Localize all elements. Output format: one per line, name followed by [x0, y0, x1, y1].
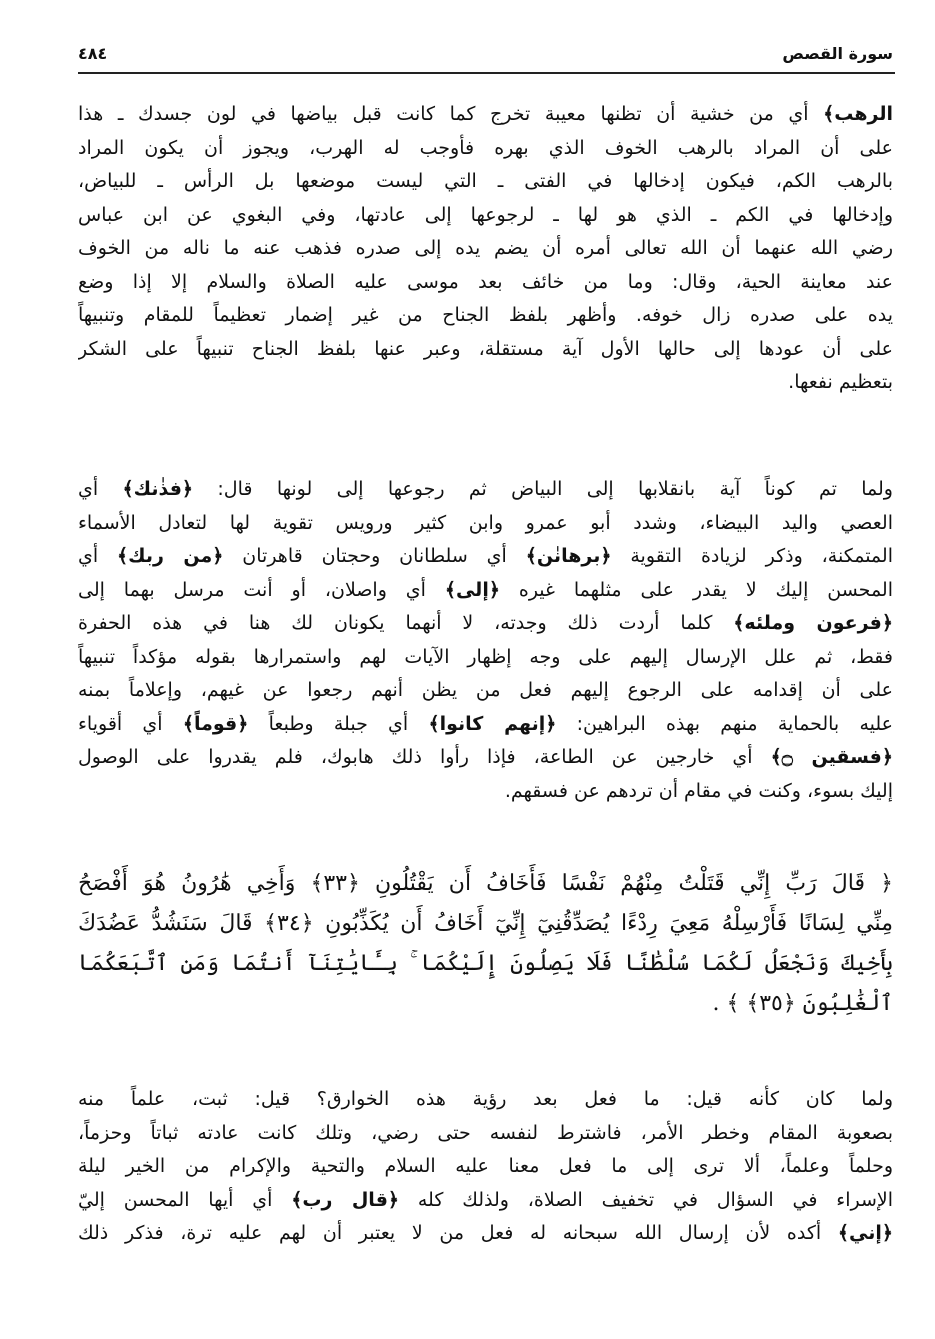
text-line: [78, 944, 893, 984]
text-run: عند معاينة الحية، وقال: وما من خائف بعد موسى عليه الصلاة والسلام إلا إذا وضع: [78, 270, 893, 293]
quoted-term: ﴿قوماً﴾: [182, 712, 249, 735]
quoted-term: ﴿فسقين ۝﴾: [770, 746, 893, 768]
text-line: [78, 904, 893, 944]
text-run: إليك بسوء، وكنت في مقام أن تردهم عن فسقهم.: [504, 779, 893, 802]
text-run: وحلماً وعلماً، ألا ترى إلى ما فعل معنا عليه السلام والتحية والإكرام من الخير ليلة: [78, 1155, 893, 1177]
text-run: المتمكنة، وذكر لزيادة التقوية: [611, 545, 893, 567]
text-line: [78, 333, 893, 367]
text-line: [78, 299, 893, 333]
text-run: على أن المراد بالرهب الخوف الذي بهره فأوجب له الهرب، ويجوز أن يكون المراد: [78, 136, 893, 159]
text-run: ولما كان كأنه قيل: ما فعل بعد رؤية هذه الخوارق؟ قيل: ثبت، علماً منه: [78, 1088, 893, 1110]
paragraph-2: [78, 473, 893, 808]
text-run: ٱلْغَٰلِبُونَ ﴿٣٥﴾ ﴾ .: [712, 991, 893, 1016]
text-run: العصي واليد البيضاء، وشدد أبو عمرو وابن كثير ورويس تقوية لها لتعادل الأسماء: [78, 511, 893, 534]
text-run: أي: [78, 545, 118, 567]
text-run: يده على صدره زال خوفه. وأظهر بلفظ الجناح من غير إضمار تعظيماً للمقام وتنبيهاً: [78, 304, 893, 326]
text-run: بِأَخِيكَ وَنَجْعَلُ لَكُمَا سُلْطَٰنًا فَلَا يَصِلُونَ إِلَيْكُمَا ۚ بِـَٔايَٰتِنَآ أَنتُمَا وَمَنِ ٱتَّبَعَكُمَا: [78, 951, 893, 976]
text-line: [78, 607, 893, 641]
quoted-term: ﴿برهانٰن﴾: [525, 545, 612, 567]
text-run: بالرهب الكم، فيكون إدخالها في الفتى ـ التي ليست موضعها بل الرأس ـ للبياض،: [78, 170, 893, 192]
quoted-term: ﴿إلى﴾: [444, 578, 500, 601]
text-run: أي سلطانان وحجتان قاهرتان: [223, 545, 526, 567]
text-line: [78, 1184, 893, 1218]
page-number: ٤٨٤: [78, 44, 108, 63]
quoted-term: ﴿فذٰنك﴾: [122, 478, 194, 500]
quoted-term: ﴿من ربك﴾: [117, 545, 224, 567]
text-run: بتعظيم نفعها.: [788, 371, 893, 393]
text-line: [78, 741, 893, 775]
text-line: [78, 507, 893, 541]
text-line: [78, 165, 893, 199]
text-line: [78, 1083, 893, 1117]
text-run: المحسن إليك لا يقدر على مثلهما غيره: [499, 578, 893, 601]
text-line: [78, 708, 893, 742]
text-run: أي جبلة وطبعاً: [248, 712, 429, 735]
text-line: [78, 366, 893, 400]
text-line: [78, 574, 893, 608]
text-run: أي: [78, 478, 123, 500]
text-run: أي خارجين عن الطاعة، فإذا رأوا ذلك هابوك، فلم يقدروا على الوصول: [78, 746, 771, 768]
text-line: [78, 1217, 893, 1251]
quoted-term: ﴿إنهم كانوا﴾: [428, 712, 557, 735]
text-line: [78, 984, 893, 1024]
quoted-term: ﴿إني﴾: [837, 1222, 893, 1244]
text-line: [78, 1117, 893, 1151]
surah-title: سورة القصص: [782, 44, 893, 63]
text-line: [78, 775, 893, 809]
text-run: ﴿ قَالَ رَبِّ إِنِّي قَتَلْتُ مِنْهُمْ نَفْسًا فَأَخَافُ أَن يَقْتُلُونِ ﴿٣٣﴾ وَأَخِي هَٰرُونُ هُوَ أَفْصَحُ: [78, 871, 893, 896]
header-rule: [78, 72, 895, 74]
text-run: فقط، ثم علل الإرسال إليهم على وجه إظهار الآيات لهم واستمرارها بقوله مؤكداً تنبيهاً: [78, 645, 893, 668]
quran-verse-block: [78, 864, 893, 1024]
quoted-term: الرهب﴾: [823, 103, 893, 125]
text-run: وإدخالها في الكم ـ الذي هو لها ـ لرجوعها إلى عادتها، وفي البغوي عن ابن عباس: [78, 203, 893, 226]
text-line: [78, 864, 893, 904]
running-header: [78, 44, 893, 68]
text-line: [78, 641, 893, 675]
text-run: رضي الله عنهما أن الله تعالى أمره أن يضم يده إلى صدره فذهب عنه ما ناله من الخوف: [78, 237, 893, 259]
text-run: أكده لأن إرسال الله سبحانه له فعل من لا يعتبر أن لهم عليه ترة، فذكر ذلك: [78, 1222, 838, 1244]
text-run: ولما تم كوناً آية بانقلابها إلى البياض ثم رجوعها إلى لونها قال:: [193, 478, 893, 500]
text-run: أي من خشية أن تظنها معيبة تخرج كما كانت قبل بياضها في لون جسدك ـ هذا: [78, 103, 824, 125]
text-line: [78, 132, 893, 166]
paragraph-1: [78, 98, 893, 400]
text-run: عليه بالحماية منهم بهذه البراهين:: [556, 712, 893, 735]
quoted-term: ﴿فرعون وملئه﴾: [733, 612, 893, 634]
text-line: [78, 199, 893, 233]
text-run: أي أقوياء: [78, 712, 183, 735]
text-line: [78, 674, 893, 708]
text-line: [78, 98, 893, 132]
text-run: على أن عودها إلى حالها الأول آية مستقلة، وعبر عنها بلفظ الجناح تنبيهاً على الشكر: [78, 337, 893, 360]
paragraph-3: [78, 1083, 893, 1251]
text-line: [78, 1150, 893, 1184]
text-run: أي أيها المحسن إليّ: [78, 1188, 292, 1211]
quoted-term: ﴿قال رب﴾: [291, 1188, 400, 1211]
text-line: [78, 266, 893, 300]
text-run: بصعوبة المقام وخطر الأمر، فاشترط لنفسه حتى رضي، وتلك كانت عادته ثباتاً وحزماً،: [78, 1121, 893, 1144]
text-run: الإسراء في السؤال في تخفيف الصلاة، ولذلك كله: [399, 1188, 893, 1211]
text-line: [78, 540, 893, 574]
text-run: أي واصلان، أو أنت مرسل بهما إلى: [78, 578, 445, 601]
text-line: [78, 232, 893, 266]
text-run: مِنِّي لِسَانًا فَأَرْسِلْهُ مَعِيَ رِدْءًا يُصَدِّقُنِيٓ إِنِّيٓ أَخَافُ أَن يُكَذِّبُونِ ﴿٣٤﴾ قَالَ سَنَشُدُّ عَضُدَكَ: [78, 911, 893, 936]
text-run: على أن إقدامه على الرجوع إليهم فعل من يظن أنهم رجعوا عن غيهم، وإعلاماً بمنه: [78, 679, 893, 701]
text-line: [78, 473, 893, 507]
text-run: كلما أردت ذلك وجدته، لا أنهما يكونان لك هنا في هذه الحفرة: [78, 612, 734, 634]
